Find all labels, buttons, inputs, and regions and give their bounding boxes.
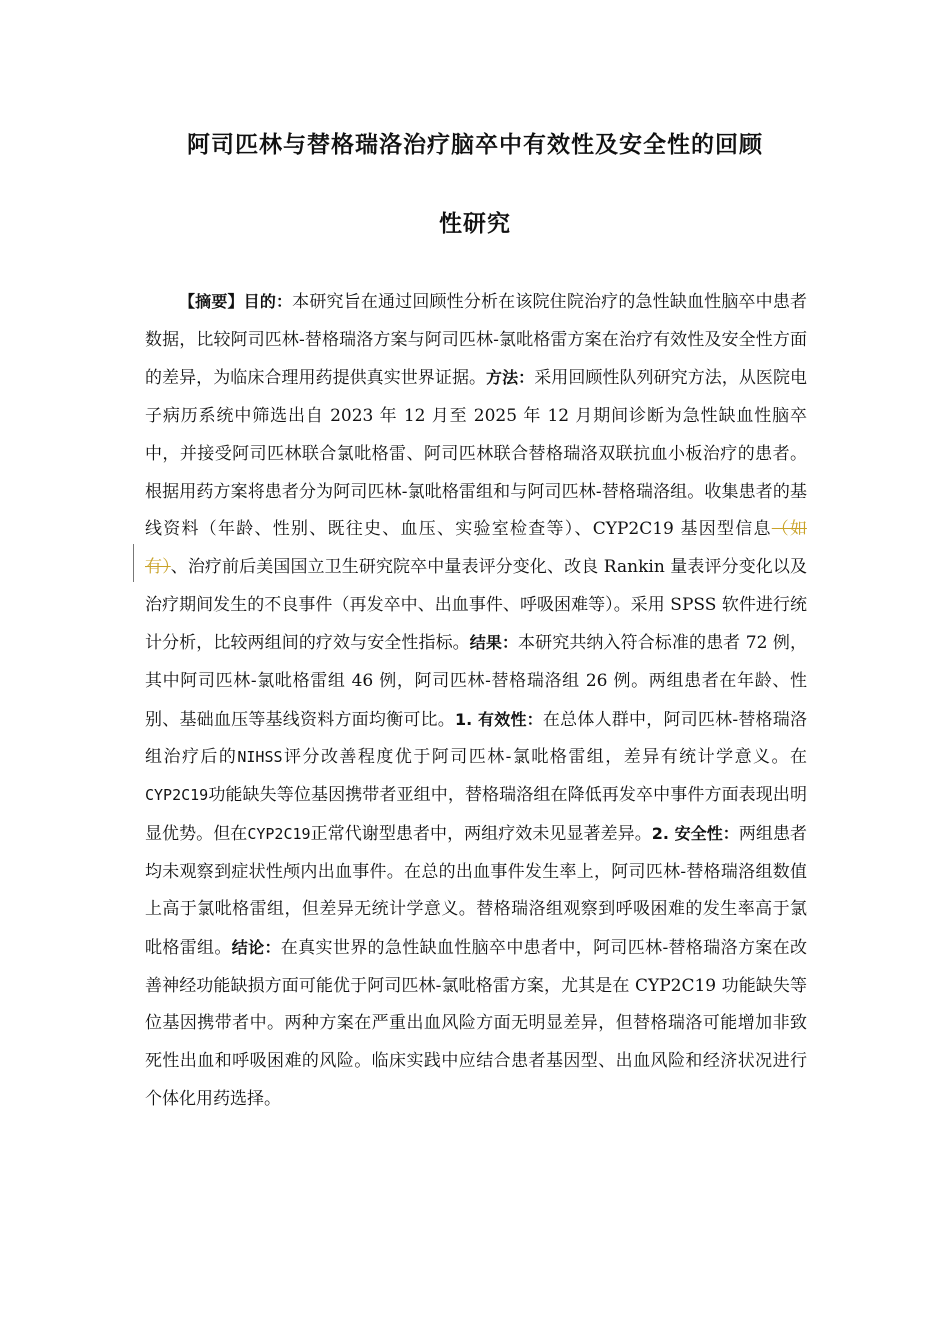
abstract-paragraph <box>145 283 807 1118</box>
objective-text: 本研究旨在通过回顾性分析在该院住院治疗的急性缺血性脑卒中患者数据，比较阿司匹林-替格瑞洛方案与阿司匹林-氯吡格雷方案在治疗有效性及安全性方面的差异，为临床合理用药提供真实世界证据。 <box>145 292 807 389</box>
objective-label: 目的： <box>243 292 293 311</box>
efficacy-text-b: 评分改善程度优于阿司匹林-氯吡格雷组，差异有统计学意义。在 <box>282 747 808 768</box>
results-label: 结果： <box>469 633 519 653</box>
methods-text-b: 、治疗前后美国国立卫生研究院卒中量表评分变化、改良 Rankin 量表评分变化以及治疗期间发生的不良事件（再发卒中、出血事件、呼吸困难等）。采用 SPSS 软件进行统计分析，比较两组间的疗效与安全性指标。 <box>145 556 807 654</box>
abstract-label: 【摘要】 <box>179 292 244 311</box>
cyp2c19-term-1: CYP2C19 <box>145 786 209 805</box>
revision-change-bar <box>133 544 134 582</box>
safety-text: 两组患者均未观察到症状性颅内出血事件。在总的出血事件发生率上，阿司匹林-替格瑞洛组数值上高于氯吡格雷组，但差异无统计学意义。替格瑞洛组观察到呼吸困难的发生率高于氯吡格雷组。 <box>145 823 808 958</box>
methods-label: 方法： <box>486 368 535 388</box>
efficacy-text-d: 正常代谢型患者中，两组疗效未见显著差异。 <box>310 823 652 844</box>
conclusion-label: 结论： <box>231 937 281 957</box>
conclusion-text: 在真实世界的急性缺血性脑卒中患者中，阿司匹林-替格瑞洛方案在改善神经功能缺损方面可能优于阿司匹林-氯吡格雷方案，尤其是在 CYP2C19 功能缺失等位基因携带者中。两种方案在严重出血风险方面无明显差异，但替格瑞洛可能增加非致死性出血和呼吸困难的风险。临床实践中应结合患者基因型、出血风险和经济状况进行个体化用药选择。 <box>145 937 807 1109</box>
title-line-2: 性研究 <box>439 211 511 237</box>
tracked-deletion: （如有） <box>145 519 807 577</box>
methods-text-a: 采用回顾性队列研究方法，从医院电子病历系统中筛选出自 2023 年 12 月至 2025 年 12 月期间诊断为急性缺血性脑卒中，并接受阿司匹林联合氯吡格雷、阿司匹林联合替格瑞洛双联抗血小板治疗的患者。根据用药方案将患者分为阿司匹林-氯吡格雷组和与阿司匹林-替格瑞洛组。收集患者的基线资料（年龄、性别、既往史、血压、实验室检查等）、CYP2C19 基因型信息 <box>145 368 808 540</box>
efficacy-text-a: 在总体人群中，阿司匹林-替格瑞洛组治疗后的 <box>145 709 808 768</box>
safety-label: 2. 安全性： <box>651 823 739 843</box>
efficacy-label: 1. 有效性： <box>455 709 543 729</box>
title-line-1: 阿司匹林与替格瑞洛治疗脑卒中有效性及安全性的回顾 <box>187 132 763 158</box>
nihss-term: NIHSS <box>237 748 283 767</box>
cyp2c19-term-2: CYP2C19 <box>247 824 311 843</box>
results-text: 本研究共纳入符合标准的患者 72 例，其中阿司匹林-氯吡格雷组 46 例，阿司匹林-替格瑞洛组 26 例。两组患者在年龄、性别、基础血压等基线资料方面均衡可比。 <box>145 633 807 730</box>
efficacy-text-c: 功能缺失等位基因携带者亚组中，替格瑞洛组在降低再发卒中事件方面表现出明显优势。但在 <box>145 785 807 844</box>
